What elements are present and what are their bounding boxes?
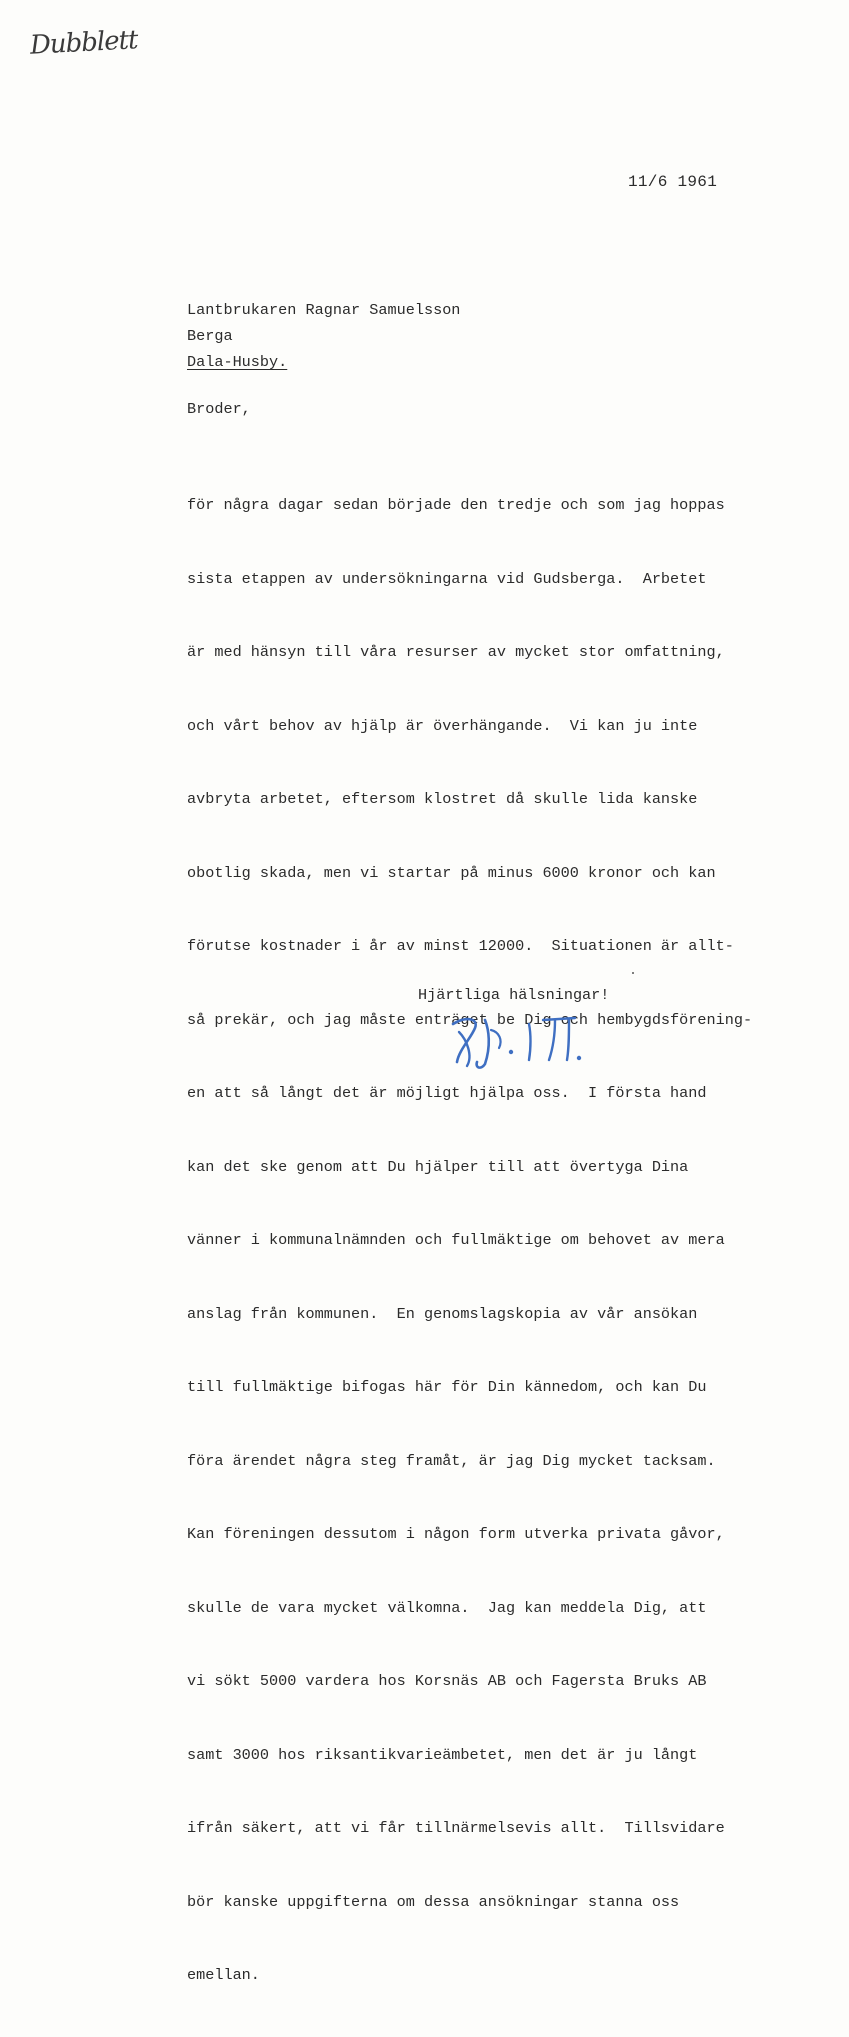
body-line: för några dagar sedan började den tredje och som jag hoppas bbox=[187, 496, 725, 514]
body-line: bör kanske uppgifterna om dessa ansökningar stanna oss bbox=[187, 1892, 680, 1911]
body-line: sista etappen av undersökningarna vid Gudsberga. Arbetet bbox=[187, 569, 707, 588]
recipient-address bbox=[187, 297, 460, 375]
body-line: skulle de vara mycket välkomna. Jag kan meddela Dig, att bbox=[187, 1598, 707, 1617]
stray-ink-dot bbox=[632, 972, 634, 974]
body-line: så prekär, och jag måste enträget be Dig och hembygdsförening- bbox=[187, 1010, 753, 1029]
handwritten-annotation: Dubblett bbox=[29, 25, 139, 61]
body-line: till fullmäktige bifogas här för Din kännedom, och kan Du bbox=[187, 1378, 707, 1396]
salutation: Broder, bbox=[187, 400, 251, 418]
body-line: en att så långt det är möjligt hjälpa oss. I första hand bbox=[187, 1084, 707, 1102]
body-line: föra ärendet några steg framåt, är jag Dig mycket tacksam. bbox=[187, 1451, 716, 1470]
body-line: vi sökt 5000 vardera hos Korsnäs AB och Fagersta Bruks AB bbox=[187, 1672, 707, 1690]
body-line: samt 3000 hos riksantikvarieämbetet, men det är ju långt bbox=[187, 1745, 698, 1764]
closing-greeting: Hjärtliga hälsningar! bbox=[418, 986, 610, 1004]
body-line: kan det ske genom att Du hjälper till att övertyga Dina bbox=[187, 1157, 689, 1176]
address-line-farm: Berga bbox=[187, 327, 233, 345]
letter-date: 11/6 1961 bbox=[628, 173, 718, 191]
body-line: och vårt behov av hjälp är överhängande. Vi kan ju inte bbox=[187, 716, 698, 735]
body-line: emellan. bbox=[187, 1966, 260, 1984]
letter-body bbox=[187, 444, 837, 2037]
body-line: Kan föreningen dessutom i någon form utverka privata gåvor, bbox=[187, 1525, 725, 1543]
address-line-parish: Dala-Husby. bbox=[187, 353, 288, 371]
body-line: ifrån säkert, att vi får tillnärmelsevis allt. Tillsvidare bbox=[187, 1819, 725, 1837]
body-line: avbryta arbetet, eftersom klostret då skulle lida kanske bbox=[187, 790, 698, 808]
body-line: förutse kostnader i år av minst 12000. Situationen är allt- bbox=[187, 937, 734, 955]
body-line: anslag från kommunen. En genomslagskopia av vår ansökan bbox=[187, 1304, 698, 1323]
body-line: är med hänsyn till våra resurser av mycket stor omfattning, bbox=[187, 643, 725, 661]
address-line-recipient: Lantbrukaren Ragnar Samuelsson bbox=[187, 301, 461, 319]
body-line: vänner i kommunalnämnden och fullmäktige om behovet av mera bbox=[187, 1231, 725, 1249]
handwritten-signature bbox=[445, 1010, 595, 1070]
body-line: obotlig skada, men vi startar på minus 6000 kronor och kan bbox=[187, 863, 716, 882]
